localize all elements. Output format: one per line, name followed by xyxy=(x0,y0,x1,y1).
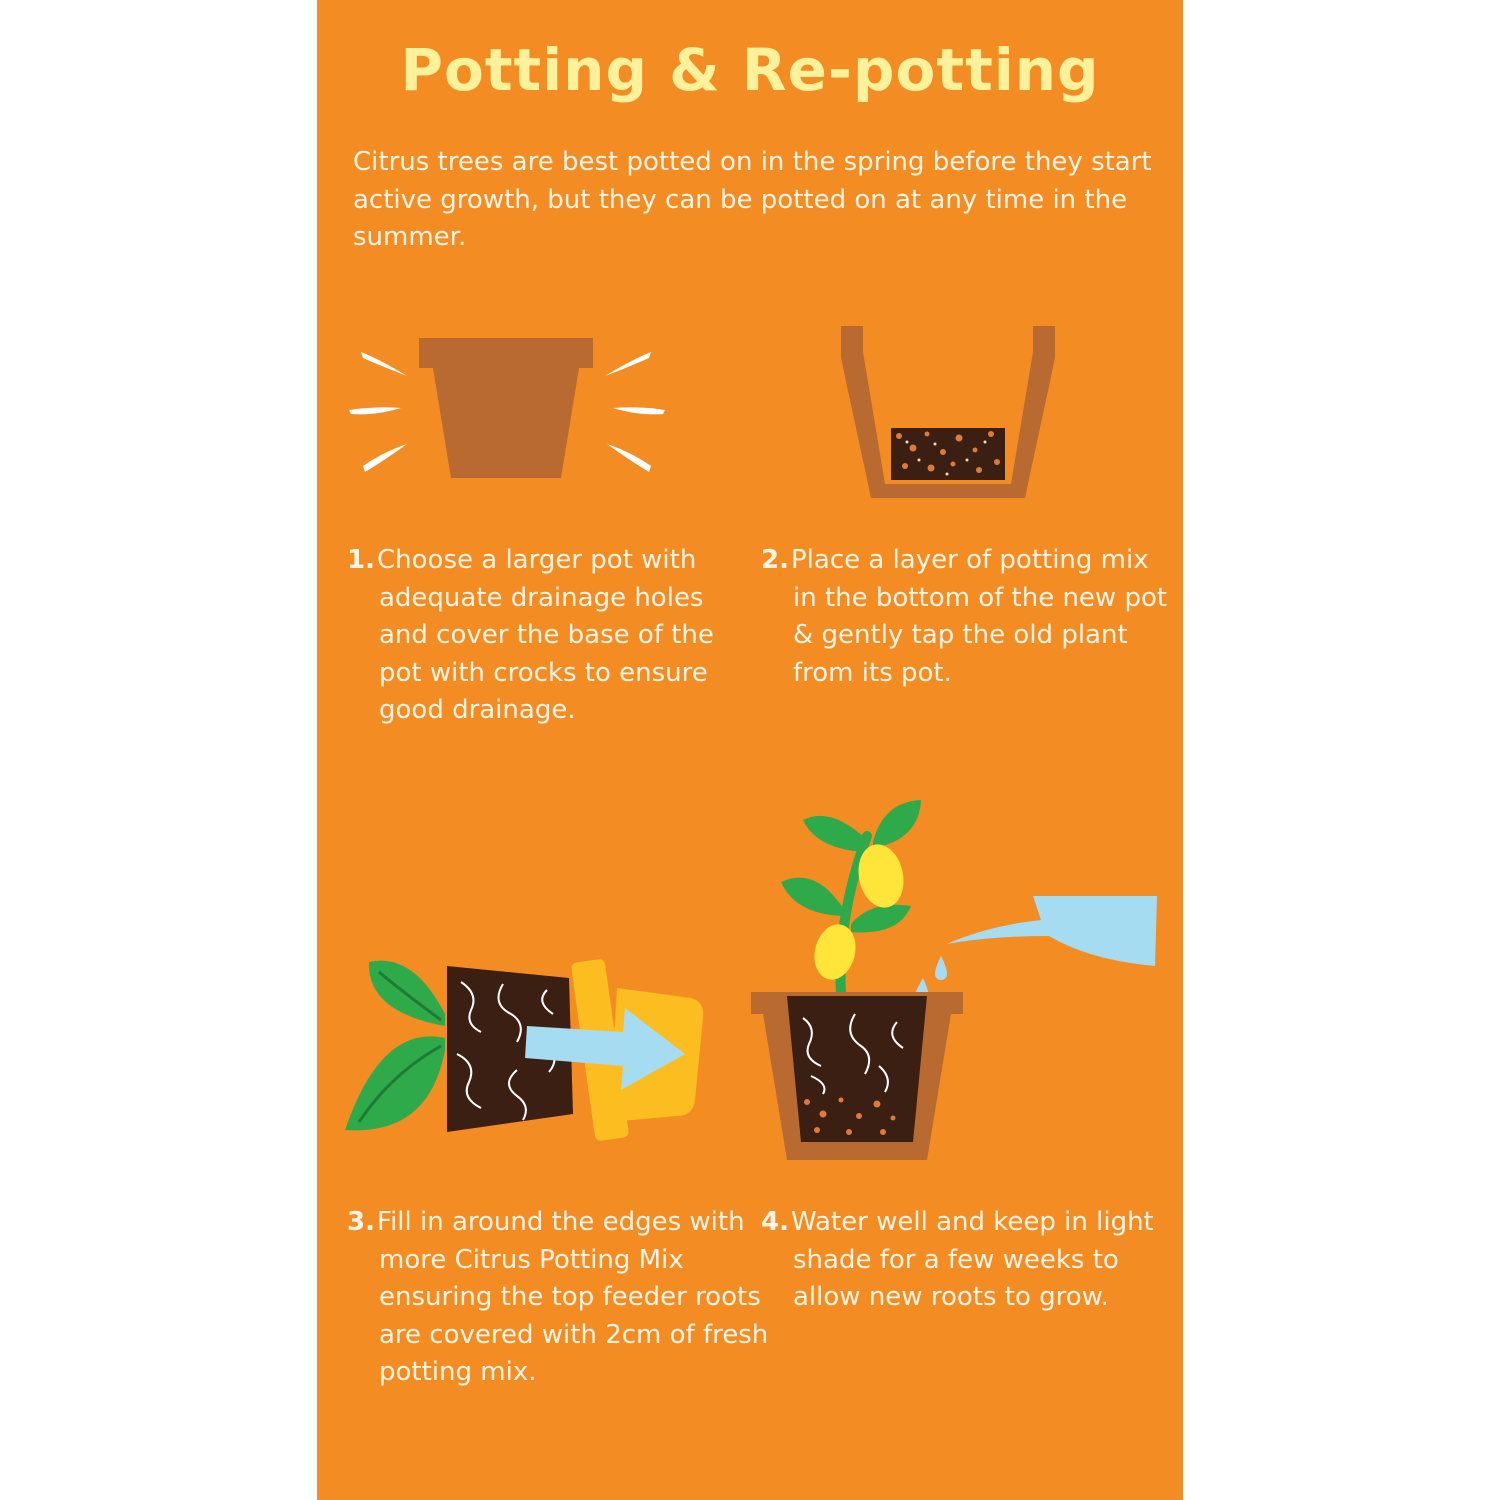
leaf-lower xyxy=(345,1036,445,1130)
step-4 xyxy=(761,1204,1173,1317)
step-2 xyxy=(761,542,1173,692)
step-2-number: 2. xyxy=(761,545,789,575)
terracotta-pot-icon xyxy=(347,330,667,490)
watering-lemon-plant-icon xyxy=(751,796,1161,1166)
pot-with-potting-mix-icon xyxy=(839,322,1057,498)
transplant-arrow-icon xyxy=(341,954,711,1150)
step-4-number: 4. xyxy=(761,1207,789,1237)
step-1-text: Choose a larger pot with adequate drainage holes and cover the base of the pot with crocks to ensure good drainage. xyxy=(377,545,714,725)
step-3-number: 3. xyxy=(347,1207,375,1237)
step-1 xyxy=(347,542,759,730)
step-2-text: Place a layer of potting mix in the bottom of the new pot & gently tap the old plant from its pot. xyxy=(791,545,1168,688)
page-title: Potting & Re-potting xyxy=(400,36,1100,104)
step-3-text: Fill in around the edges with more Citrus Potting Mix ensuring the top feeder roots are covered with 2cm of fresh potting mix. xyxy=(377,1207,769,1387)
intro-text: Citrus trees are best potted on in the spring before they start active growth, but they can be potted on at any time in the summer. xyxy=(353,147,1152,252)
step-1-number: 1. xyxy=(347,545,375,575)
step-3 xyxy=(347,1204,769,1392)
infographic-panel xyxy=(317,0,1183,1500)
step-4-text: Water well and keep in light shade for a few weeks to allow new roots to grow. xyxy=(791,1207,1154,1312)
